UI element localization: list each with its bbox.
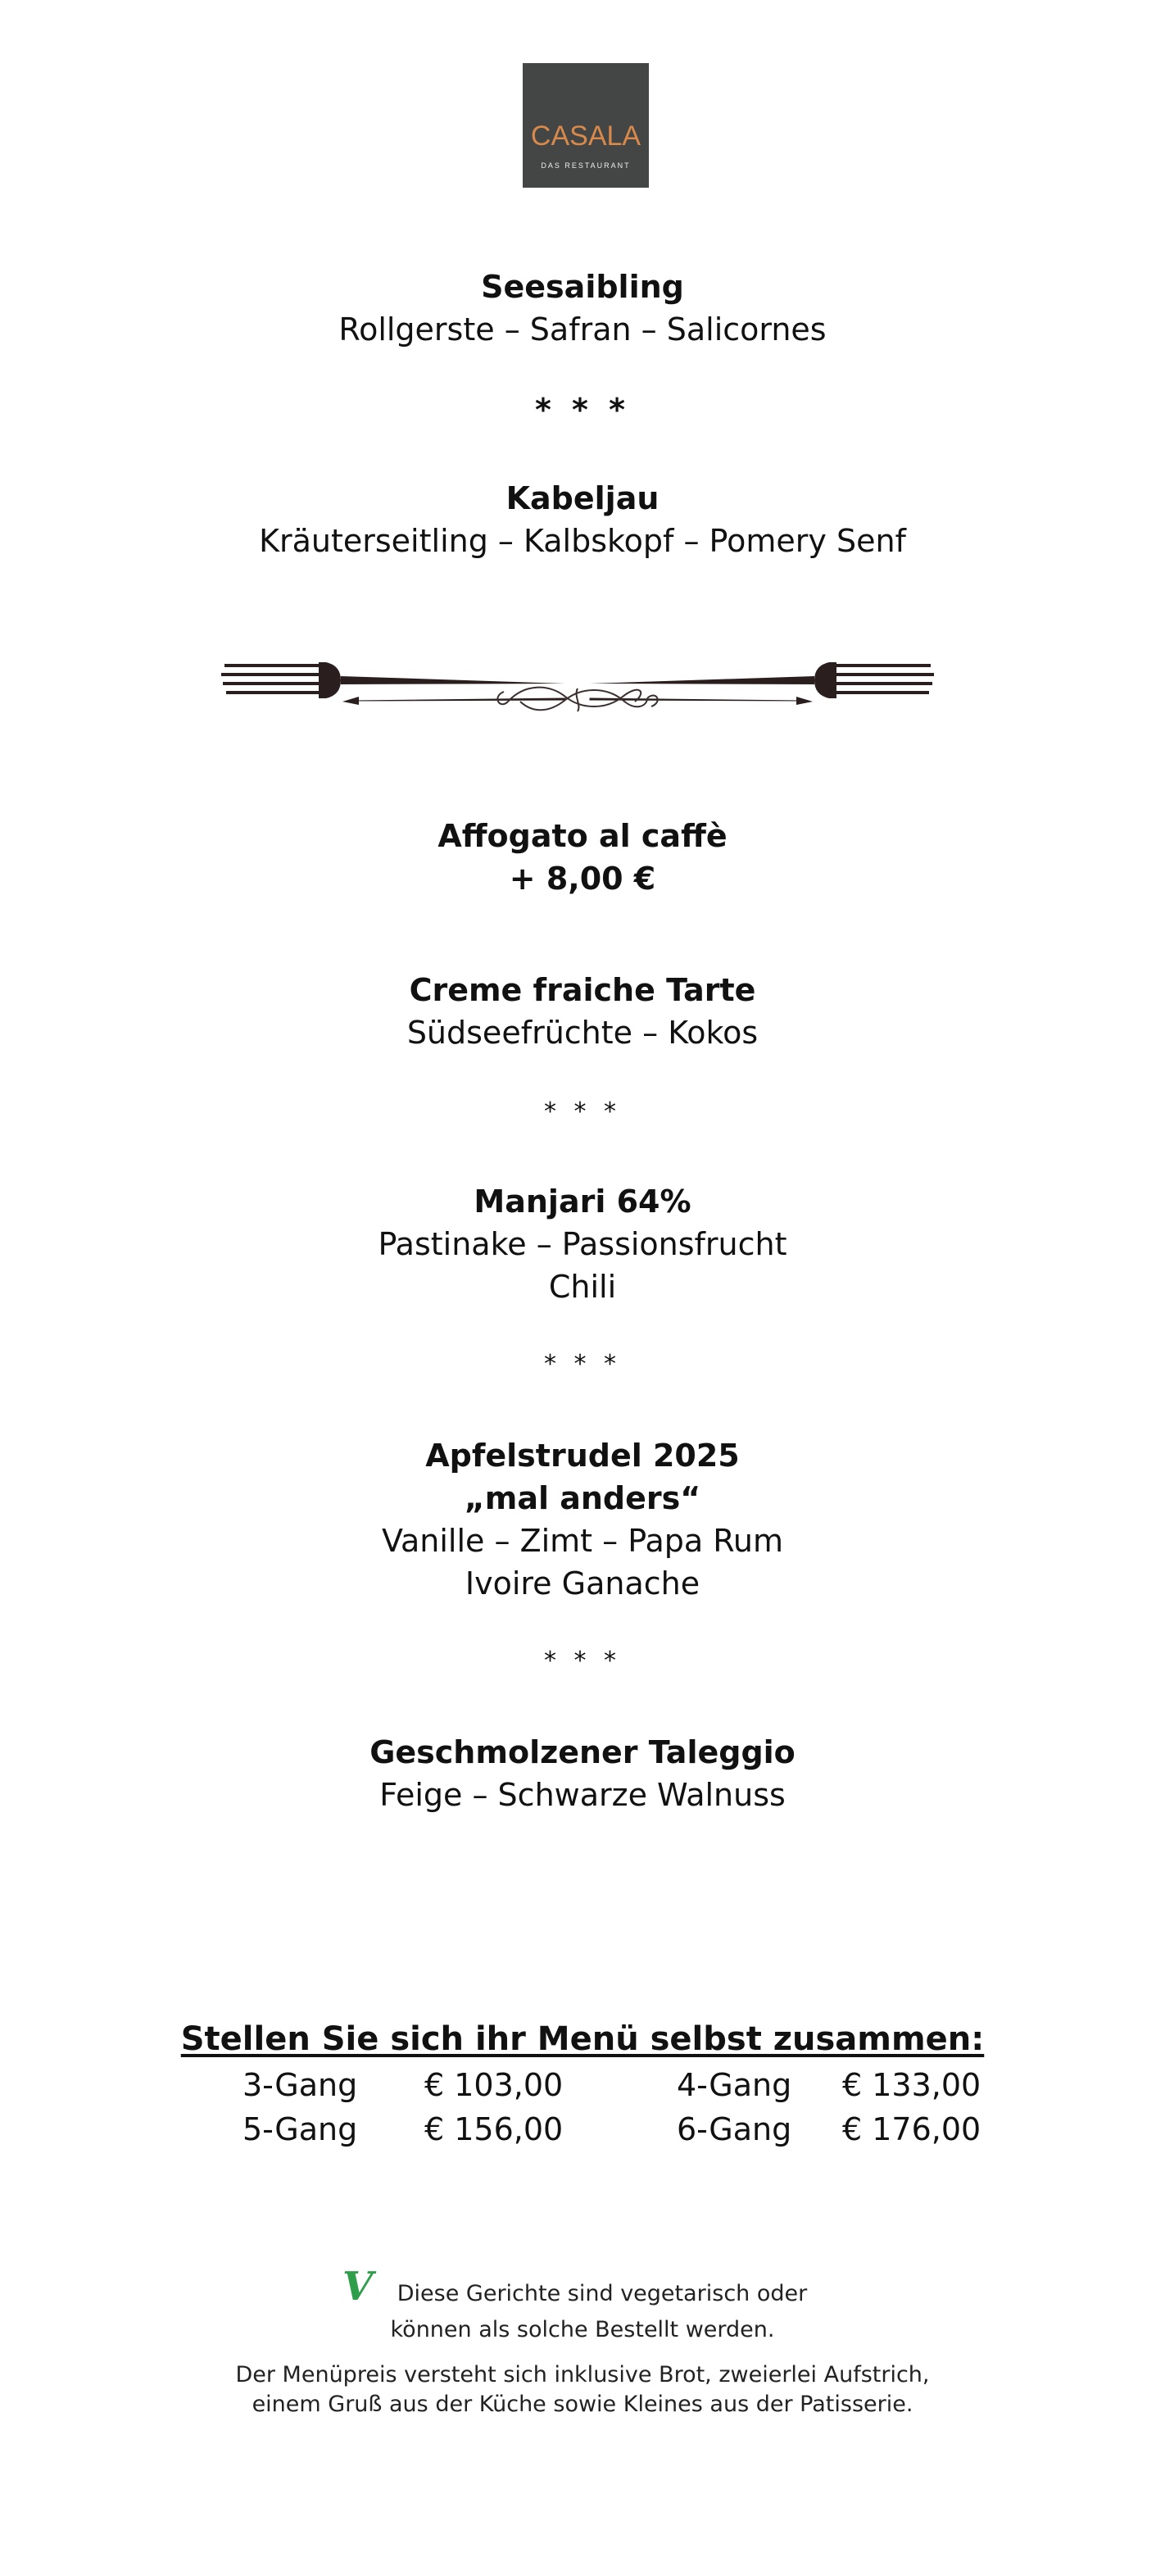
course-count-price: € 176,00 xyxy=(842,2111,981,2147)
course-count-label: 3-Gang xyxy=(243,2067,358,2103)
course-count-price: € 156,00 xyxy=(424,2111,564,2147)
dessert-description: Südseefrüchte – Kokos xyxy=(406,1015,759,1051)
restaurant-logo xyxy=(523,63,649,188)
vegetarian-note: können als solche Bestellt werden. xyxy=(390,2317,775,2342)
logo-name: CASALA xyxy=(530,120,641,152)
compose-menu-title: Stellen Sie sich ihr Menü selbst zusammen: xyxy=(180,2020,985,2058)
course-count-label: 4-Gang xyxy=(677,2067,792,2103)
menu-price-info: einem Gruß aus der Küche sowie Kleines aus der Patisserie. xyxy=(252,2392,913,2417)
extra-title: Affogato al caffè xyxy=(437,818,728,854)
dessert-description: Pastinake – Passionsfrucht xyxy=(378,1226,787,1262)
fork-knife-ornament-icon xyxy=(221,647,934,721)
course-title: Kabeljau xyxy=(505,480,660,516)
course-count-label: 5-Gang xyxy=(243,2111,358,2147)
dessert-title: Apfelstrudel 2025 xyxy=(425,1438,740,1474)
extra-price: + 8,00 € xyxy=(509,861,656,897)
dessert-subtitle: „mal anders“ xyxy=(464,1480,701,1516)
vegetarian-icon: V xyxy=(342,2264,374,2310)
dessert-description: Feige – Schwarze Walnuss xyxy=(379,1777,786,1813)
dessert-description: Ivoire Ganache xyxy=(465,1565,700,1601)
dessert-description: Vanille – Zimt – Papa Rum xyxy=(381,1523,784,1559)
course-count-label: 6-Gang xyxy=(677,2111,792,2147)
dessert-separator: * * * xyxy=(543,1350,622,1379)
dessert-description: Chili xyxy=(548,1269,617,1305)
dessert-title: Geschmolzener Taleggio xyxy=(369,1734,796,1770)
menu-price-info: Der Menüpreis versteht sich inklusive Brot, zweierlei Aufstrich, xyxy=(235,2362,930,2387)
course-description: Kräuterseitling – Kalbskopf – Pomery Senf xyxy=(259,523,906,559)
logo-subtitle: DAS RESTAURANT xyxy=(541,161,631,170)
dessert-title: Manjari 64% xyxy=(474,1184,691,1220)
dessert-title: Creme fraiche Tarte xyxy=(409,972,756,1008)
dessert-separator: * * * xyxy=(543,1647,622,1675)
course-title: Seesaibling xyxy=(481,269,684,305)
course-separator: * * * xyxy=(534,392,631,428)
vegetarian-note: Diese Gerichte sind vegetarisch oder xyxy=(397,2281,808,2306)
course-count-price: € 133,00 xyxy=(842,2067,981,2103)
course-description: Rollgerste – Safran – Salicornes xyxy=(338,311,827,348)
course-count-price: € 103,00 xyxy=(424,2067,564,2103)
dessert-separator: * * * xyxy=(543,1097,622,1126)
